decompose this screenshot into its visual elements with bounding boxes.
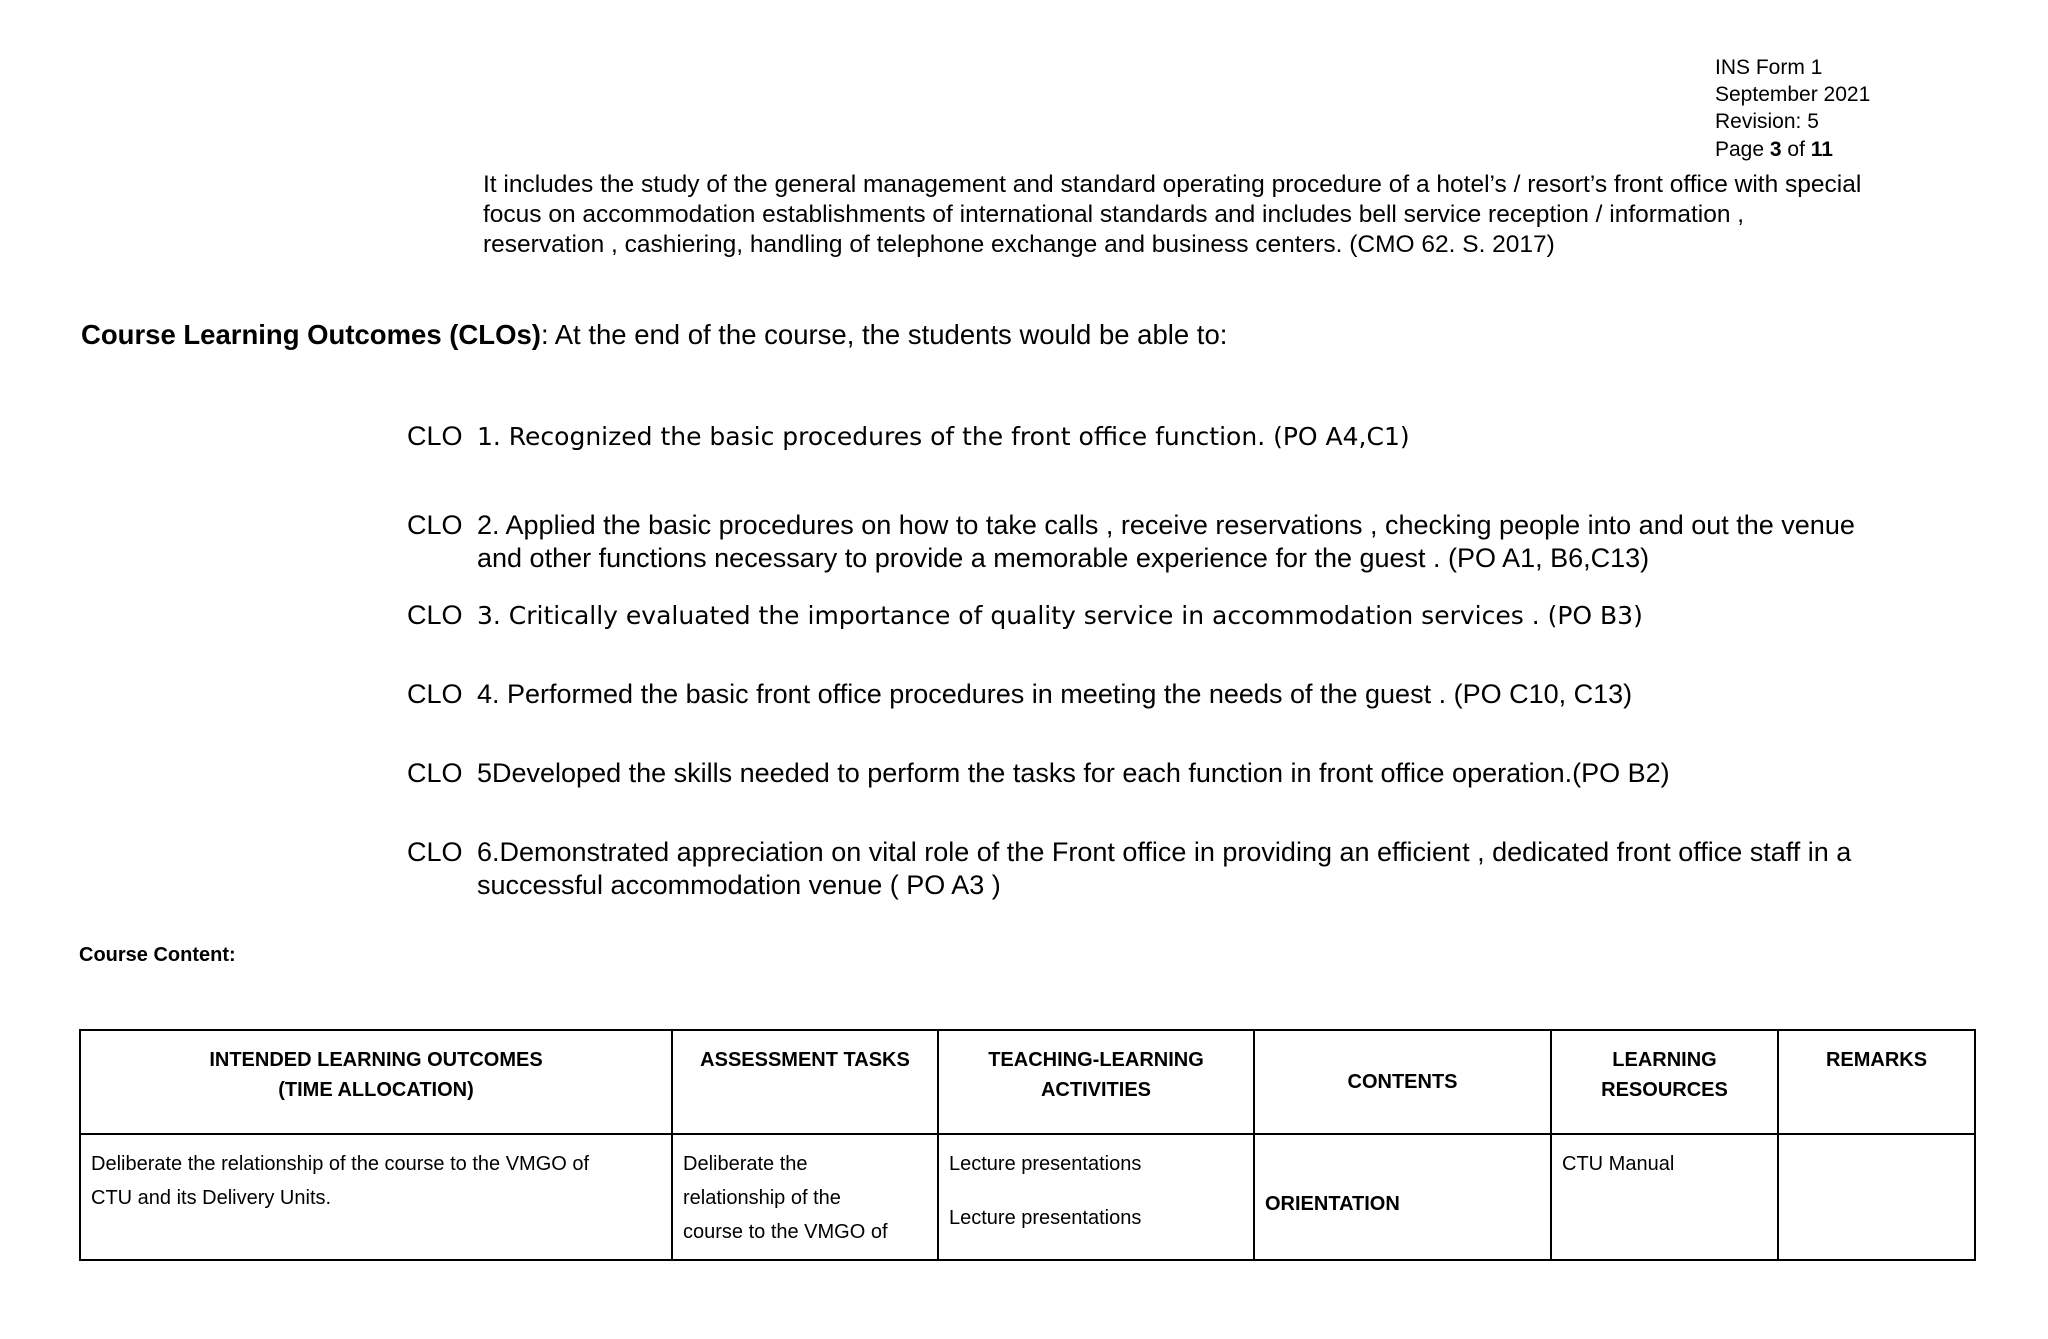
clo-text: 5Developed the skills needed to perform the tasks for each function in front office operation.(PO B2)	[477, 758, 1670, 788]
course-content-label: Course Content:	[79, 944, 236, 966]
form-id: INS Form 1	[1715, 56, 1823, 79]
header-assessment-tasks: ASSESSMENT TASKS	[672, 1030, 938, 1134]
cell-intended-learning-outcome: Deliberate the relationship of the course to the VMGO of CTU and its Delivery Units.	[80, 1134, 672, 1260]
header-contents: CONTENTS	[1254, 1030, 1551, 1134]
description-line: It includes the study of the general management and standard operating procedure of a hotel’s / resort’s front office with special	[483, 171, 1862, 198]
clo-text-continued: successful accommodation venue ( PO A3 )	[477, 870, 1001, 900]
header-teaching-learning-activities: TEACHING-LEARNING ACTIVITIES	[938, 1030, 1254, 1134]
page-indicator	[1715, 136, 2015, 163]
page-number: 3	[1769, 138, 1782, 161]
clo-item-1	[407, 420, 1410, 453]
clo-text: 6.Demonstrated appreciation on vital role of the Front office in providing an efficient , dedicated front office staff in a	[477, 837, 1852, 867]
clo-prefix: CLO	[407, 758, 463, 788]
course-description	[483, 170, 2023, 260]
page-prefix: Page	[1715, 138, 1770, 161]
clo-prefix: CLO	[407, 837, 463, 867]
description-line: focus on accommodation establishments of international standards and includes bell service reception / information ,	[483, 201, 1745, 228]
clo-text: 4. Performed the basic front office procedures in meeting the needs of the guest . (PO C10, C13)	[477, 679, 1633, 709]
header-intended-learning-outcomes: INTENDED LEARNING OUTCOMES (TIME ALLOCATION)	[80, 1030, 672, 1134]
cell-assessment-task: Deliberate the relationship of the course to the VMGO of	[672, 1134, 938, 1260]
clo-heading-rest: : At the end of the course, the students would be able to:	[540, 319, 1228, 350]
cell-contents: ORIENTATION	[1254, 1134, 1551, 1260]
clo-text: 3. Critically evaluated the importance of quality service in accommodation services . (PO B3)	[477, 601, 1643, 630]
table-header-row	[80, 1030, 1975, 1134]
clo-prefix: CLO	[407, 679, 463, 709]
header-remarks: REMARKS	[1778, 1030, 1975, 1134]
clo-text: 2. Applied the basic procedures on how to take calls , receive reservations , checking people into and out the venue	[477, 510, 1855, 540]
cell-remarks	[1778, 1134, 1975, 1260]
clo-text: 1. Recognized the basic procedures of the front office function. (PO A4,C1)	[477, 422, 1410, 451]
clo-heading-bold: Course Learning Outcomes (CLOs)	[81, 319, 541, 350]
header-learning-resources: LEARNING RESOURCES	[1551, 1030, 1778, 1134]
course-content-table	[79, 1029, 1976, 1261]
clo-prefix: CLO	[407, 421, 463, 451]
description-line: reservation , cashiering, handling of telephone exchange and business centers. (CMO 62. S. 2017)	[483, 231, 1555, 258]
clo-item-5	[407, 757, 1670, 790]
cell-teaching-learning-activity: Lecture presentations Lecture presentations	[938, 1134, 1254, 1260]
cell-learning-resources: CTU Manual	[1551, 1134, 1778, 1260]
clo-item-4	[407, 678, 1632, 711]
clo-item-6	[407, 836, 1851, 902]
form-revision: Revision: 5	[1715, 110, 1819, 133]
page-total: 11	[1810, 138, 1833, 161]
clo-text-continued: and other functions necessary to provide a memorable experience for the guest . (PO A1, B6,C13)	[477, 543, 1650, 573]
clo-item-3	[407, 599, 1643, 632]
page-of: of	[1781, 138, 1811, 161]
clo-item-2	[407, 509, 1855, 575]
clo-heading	[81, 319, 1227, 351]
form-date: September 2021	[1715, 83, 1871, 106]
clo-prefix: CLO	[407, 510, 463, 540]
clo-prefix: CLO	[407, 600, 463, 630]
table-row	[80, 1134, 1975, 1260]
document-header	[1715, 54, 2015, 163]
